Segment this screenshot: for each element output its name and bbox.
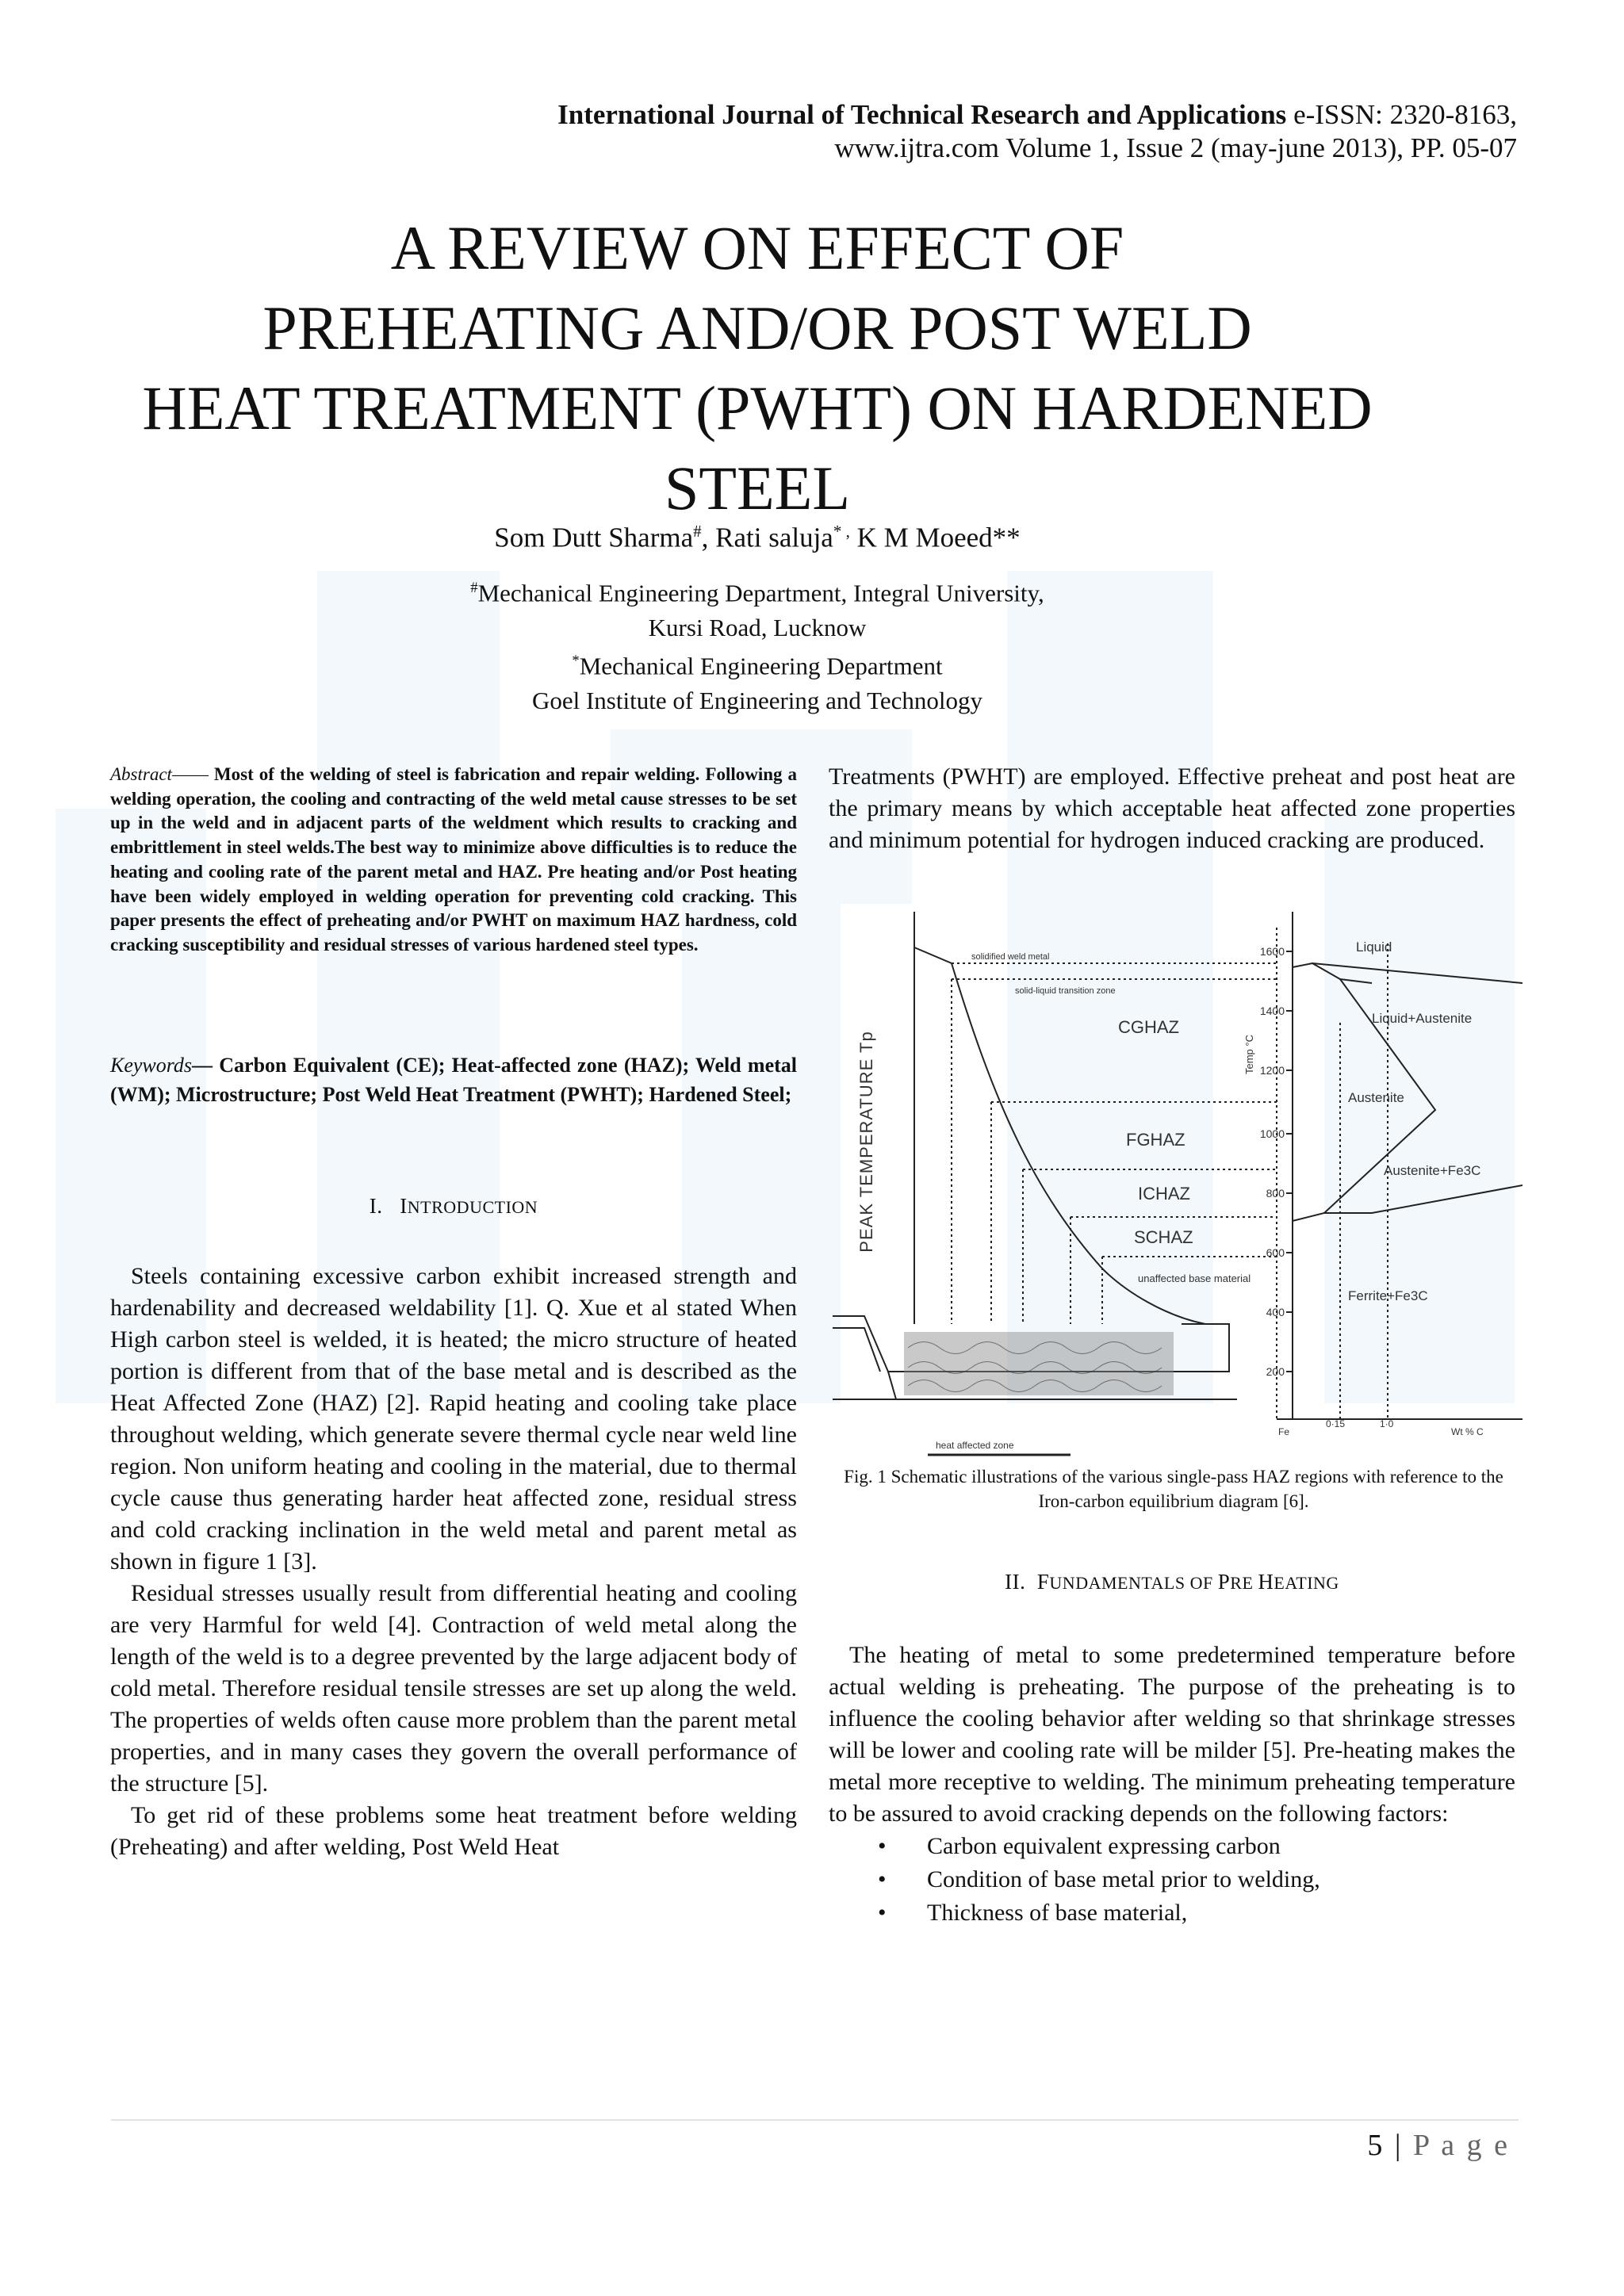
title-line-4: STEEL <box>665 453 850 522</box>
affiliation-2-line1: Mechanical Engineering Department <box>579 652 943 680</box>
section-1-first-letter: I <box>400 1194 408 1218</box>
section-2-number: II. <box>1005 1570 1026 1594</box>
pwht-continuation-paragraph: Treatments (PWHT) are employed. Effective preheat and post heat are the primary means by which acceptable heat affected zone properties and minimum potential for hydrogen induced cracking are produced. <box>829 763 1515 853</box>
left-column-body <box>110 1261 797 1863</box>
section-2-r1: UNDAMENTALS OF <box>1049 1573 1218 1593</box>
affiliation-2-line2: Goel Institute of Engineering and Technology <box>531 687 983 715</box>
abstract-label: Abstract <box>110 764 172 784</box>
weld-metal-label: solidified weld metal <box>971 952 1050 962</box>
eutectoid-line <box>1324 1185 1522 1213</box>
page-number-sep: | <box>1385 2129 1414 2162</box>
temp-axis-label: Temp °C <box>1243 1035 1255 1074</box>
x-tick-015: 0·15 <box>1326 1418 1346 1429</box>
title-line-3: HEAT TREATMENT (PWHT) ON HARDENED <box>142 373 1373 442</box>
author-2-mark: * , <box>833 522 850 541</box>
intro-paragraph-3: To get rid of these problems some heat treatment before welding (Preheating) and after welding, Post Weld Heat <box>110 1802 797 1860</box>
x-tick-10: 1·0 <box>1380 1418 1394 1429</box>
liquidus-line <box>1293 963 1522 983</box>
phase-austenite-fe3c: Austenite+Fe3C <box>1384 1163 1481 1178</box>
page-number <box>1367 2128 1510 2163</box>
zone-label-ichaz: ICHAZ <box>1138 1184 1190 1203</box>
author-3: K M Moeed** <box>849 522 1021 553</box>
zone-label-cghaz: CGHAZ <box>1118 1017 1179 1037</box>
figure-1-haz-diagram <box>833 904 1522 1467</box>
phase-liquid-austenite: Liquid+Austenite <box>1372 1011 1473 1026</box>
page-word: P a g e <box>1413 2129 1510 2162</box>
peak-temp-axis-label: PEAK TEMPERATURE Tp <box>856 1031 876 1253</box>
right-column-top <box>829 761 1515 856</box>
affiliation-2 <box>0 644 1515 718</box>
temp-tick-400: 400 <box>1266 1306 1285 1318</box>
keywords-label: Keywords <box>110 1054 193 1077</box>
phase-liquid: Liquid <box>1356 939 1392 955</box>
footer-divider <box>111 2119 1519 2121</box>
journal-issn: e-ISSN: 2320-8163, <box>1286 99 1517 130</box>
zone-label-schaz: SCHAZ <box>1134 1227 1193 1247</box>
page-number-value: 5 <box>1367 2129 1385 2162</box>
affiliation-1-mark: # <box>470 580 478 596</box>
section-2-f3: H <box>1258 1570 1274 1594</box>
intro-paragraph-2: Residual stresses usually result from differential heating and cooling are very Harmful for weld [4]. Contraction of weld metal along the length of the weld is to a degree prevented by the large adjacent body of cold metal. Therefore residual tensile stresses are set up along the weld. The properties of welds often cause more problem than the parent metal properties, and in many cases they govern the overall performance of the structure [5]. <box>110 1580 797 1797</box>
section-1-heading <box>110 1192 797 1221</box>
temp-tick-800: 800 <box>1266 1187 1285 1200</box>
title-line-1: A REVIEW ON EFFECT OF <box>390 213 1124 282</box>
preheating-paragraph: The heating of metal to some predetermined temperature before actual welding is preheating. The purpose of the preheating is to influence the cooling behavior after welding so that shrinkage stresses will be lower and cooling rate will be milder [5]. Pre-heating makes the metal more receptive to welding. The minimum preheating temperature to be assured to avoid cracking depends on the following factors: <box>829 1642 1515 1827</box>
section-2-r2: RE <box>1230 1573 1258 1593</box>
paper-title <box>0 208 1515 528</box>
x-axis-label-wtc: Wt % C <box>1451 1426 1484 1437</box>
journal-header-line2: www.ijtra.com Volume 1, Issue 2 (may-june 2013), PP. 05-07 <box>834 132 1517 163</box>
x-tick-fe: Fe <box>1278 1426 1290 1437</box>
figure-1-caption: Fig. 1 Schematic illustrations of the various single-pass HAZ regions with reference to the Iron-carbon equilibrium diagram [6]. <box>844 1467 1503 1511</box>
phase-ferrite-fe3c: Ferrite+Fe3C <box>1348 1288 1428 1303</box>
haz-label: heat affected zone <box>936 1440 1014 1451</box>
journal-header-line1 <box>557 98 1517 132</box>
temp-tick-1600: 1600 <box>1259 945 1285 958</box>
unaffected-base-label: unaffected base material <box>1138 1272 1251 1284</box>
right-column-section-2 <box>829 1640 1515 1930</box>
temp-tick-1200: 1200 <box>1259 1064 1285 1077</box>
title-line-2: PREHEATING AND/OR POST WELD <box>262 293 1252 362</box>
zone-label-fghaz: FGHAZ <box>1126 1130 1185 1150</box>
section-2-r3: EATING <box>1274 1573 1339 1593</box>
keywords-text: Carbon Equivalent (CE); Heat-affected zone (HAZ); Weld metal (WM); Microstructure; Post Weld Heat Treatment (PWHT); Hardened Steel; <box>110 1054 797 1106</box>
phase-austenite: Austenite <box>1348 1090 1404 1105</box>
section-1-number: I. <box>369 1194 383 1218</box>
list-item: • Condition of base metal prior to welding, <box>829 1863 1515 1896</box>
author-1-mark: # <box>693 522 702 541</box>
affiliation-1-line1: Mechanical Engineering Department, Integral University, <box>477 579 1044 607</box>
affiliation-2-mark: * <box>572 652 580 669</box>
preheating-factors-list <box>829 1830 1515 1930</box>
section-2-f1: F <box>1036 1570 1050 1594</box>
author-1: Som Dutt Sharma <box>494 522 694 553</box>
temp-tick-1000: 1000 <box>1259 1127 1285 1140</box>
abstract <box>110 763 797 958</box>
author-2: , Rati saluja <box>701 522 833 553</box>
list-item: • Thickness of base material, <box>829 1896 1515 1930</box>
author-list <box>0 514 1515 556</box>
section-2-heading <box>829 1568 1515 1597</box>
temp-tick-1400: 1400 <box>1259 1004 1285 1017</box>
section-2-f2: P <box>1217 1570 1231 1594</box>
list-item: • Carbon equivalent expressing carbon <box>829 1830 1515 1863</box>
journal-name: International Journal of Technical Research and Applications <box>557 99 1287 130</box>
intro-paragraph-1: Steels containing excessive carbon exhibit increased strength and hardenability and decreased weldability [1]. Q. Xue et al stated When High carbon steel is welded, it is heated; the micro structure of heated portion is different from that of the base metal and is described as the Heat Affected Zone (HAZ) [2]. Rapid heating and cooling take place throughout welding, which generate severe thermal cycle near weld line region. Non uniform heating and cooling in the material, due to thermal cycle cause thus generating harder heat affected zone, residual stress and cold cracking inclination in the weld metal and parent metal as shown in figure 1 [3]. <box>110 1263 797 1575</box>
affiliation-1-line2: Kursi Road, Lucknow <box>648 614 867 642</box>
abstract-dash: —— <box>171 764 214 784</box>
keywords <box>110 1050 797 1109</box>
transition-zone-label: solid-liquid transition zone <box>1015 986 1116 996</box>
temp-tick-200: 200 <box>1266 1365 1285 1378</box>
keywords-dash: — <box>192 1054 220 1077</box>
weld-microstructure <box>904 1332 1174 1395</box>
section-1-title-rest: NTRODUCTION <box>407 1197 538 1217</box>
temp-tick-600: 600 <box>1266 1246 1285 1259</box>
abstract-text: Most of the welding of steel is fabrication and repair welding. Following a welding operation, the cooling and contracting of the weld metal cause stresses to be set up in the weld and in adjacent parts of the weldment which results to cracking and embrittlement in steel welds.The best way to minimize above difficulties is to reduce the heating and cooling rate of the parent metal and HAZ. Pre heating and/or Post heating have been widely employed in welding operation for preventing cold cracking. This paper presents the effect of preheating and/or PWHT on maximum HAZ hardness, cold cracking susceptibility and residual stresses of various hardened steel types. <box>110 764 797 955</box>
affiliation-1 <box>0 571 1515 645</box>
